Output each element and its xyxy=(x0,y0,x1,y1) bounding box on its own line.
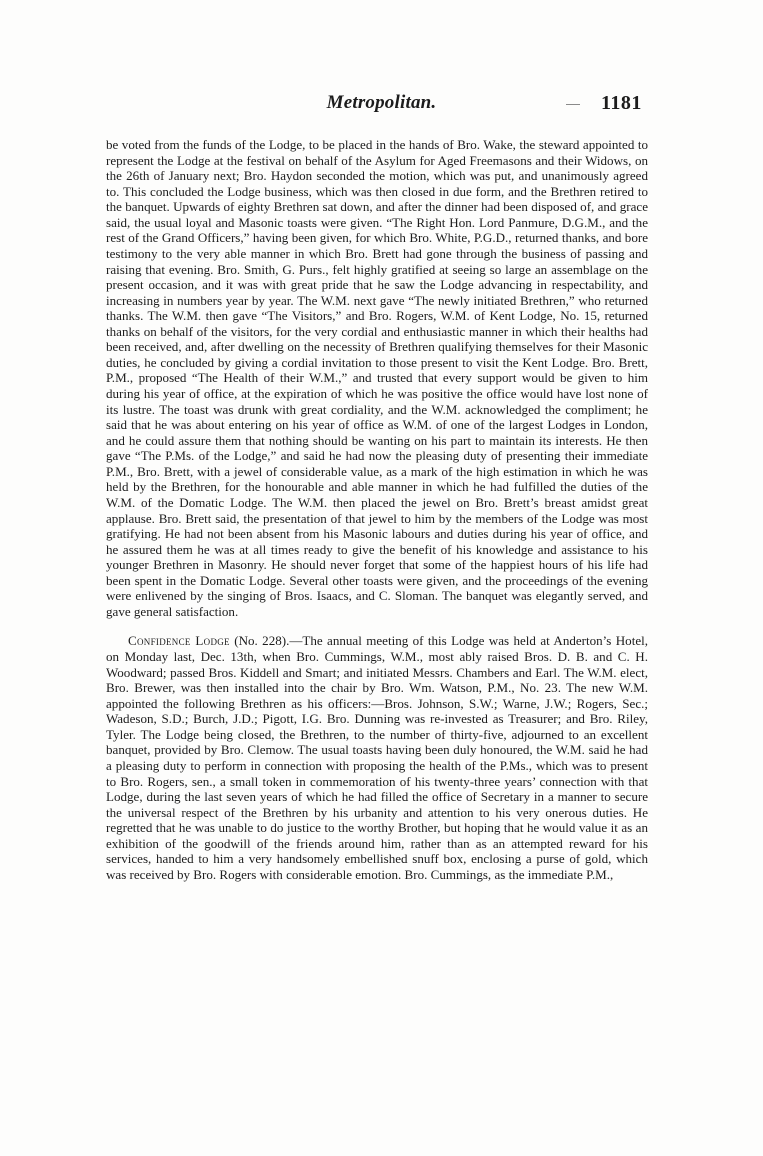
paragraph-domatic-lodge xyxy=(106,137,648,619)
running-title: Metropolitan. xyxy=(326,92,437,113)
running-head xyxy=(0,92,763,118)
paragraph-text: (No. 228).—The annual meeting of this Lodge was held at Anderton’s Hotel, on Monday last, Dec. 13th, when Bro. Cummings, W.M., most ably raised Bros. D. B. and C. H. Woodward; passed Bros. Kiddell and Smart; and initiated Messrs. Chambers and Earl. The W.M. elect, Bro. Brewer, was then installed into the chair by Bro. Wm. Watson, P.M., No. 23. The new W.M. appointed the following Brethren as his officers:—Bros. Johnson, S.W.; Warne, J.W.; Rogers, Sec.; Wadeson, S.D.; Burch, J.D.; Pigott, I.G. Bro. Dunning was re-invested as Treasurer; and Bro. Riley, Tyler. The Lodge being closed, the Brethren, to the number of thirty-five, adjourned to an excellent banquet, provided by Bro. Clemow. The usual toasts having been duly honoured, the W.M. said he had a pleasing duty to perform in connection with proposing the health of the P.Ms., which was to present to Bro. Rogers, sen., a small token in commemoration of his twenty-three years’ connection with that Lodge, during the last seven years of which he had filled the office of Secretary in a manner to secure the universal respect of the Brethren by his urbanity and attention to his very onerous duties. He regretted that he was unable to do justice to the worthy Brother, but hoping that he would value it as an exhibition of the goodwill of the friends around him, rather than as an attempted reward for his services, handed to him a very handsomely embellished snuff box, enclosing a purse of gold, which was received by Bro. Rogers with considerable emotion. Bro. Cummings, as the immediate P.M., xyxy=(106,633,648,882)
article-body xyxy=(106,137,648,882)
paragraph-confidence-lodge xyxy=(106,633,648,882)
lodge-name-heading: Confidence Lodge xyxy=(128,633,230,649)
page-number: 1181 xyxy=(601,92,642,114)
paragraph-text: be voted from the funds of the Lodge, to be placed in the hands of Bro. Wake, the steward appointed to represent the Lodge at the festival on behalf of the Asylum for Aged Freemasons and their Widows, on the 26th of January next; Bro. Haydon seconded the motion, which was put, and unanimously agreed to. This concluded the Lodge business, which was then closed in due form, and the Brethren retired to the banquet. Upwards of eighty Brethren sat down, and after the dinner had been disposed of, and grace said, the usual loyal and Masonic toasts were given. “The Right Hon. Lord Panmure, D.G.M., and the rest of the Grand Officers,” having been given, for which Bro. White, P.G.D., returned thanks, and bore testimony to the very able manner in which Bro. Brett had gone through the business of passing and raising that evening. Bro. Smith, G. Purs., felt highly gratified at seeing so large an assemblage on the present occasion, and it was with great pride that he saw the Lodge advancing in respectability, and increasing in numbers year by year. The W.M. next gave “The newly initiated Brethren,” who returned thanks. The W.M. then gave “The Visitors,” and Bro. Rogers, W.M. of Kent Lodge, No. 15, returned thanks on behalf of the visitors, for the very cordial and enthusiastic manner in which their healths had been received, and, after dwelling on the necessity of Brethren qualifying themselves for their Masonic duties, he concluded by giving a cordial invitation to those present to visit the Kent Lodge. Bro. Brett, P.M., proposed “The Health of their W.M.,” and trusted that every support would be given to him during his year of office, at the expiration of which he was positive the office would have lost none of its lustre. The toast was drunk with great cordiality, and the W.M. acknowledged the compliment; he said that he was about entering on his year of office as W.M. of one of the largest Lodges in London, and he could assure them that nothing should be wanting on his part to maintain its interests. He then gave “The P.Ms. of the Lodge,” and said he had now the pleasing duty of presenting their immediate P.M., Bro. Brett, with a jewel of considerable value, as a mark of the high estimation in which he was held by the Brethren, for the honourable and able manner in which he had fulfilled the duties of the W.M. of the Domatic Lodge. The W.M. then placed the jewel on Bro. Brett’s breast amidst great applause. Bro. Brett said, the presentation of that jewel to him by the members of the Lodge was most gratifying. He had not been absent from his Masonic labours and duties during his year of office, and he assured them he was at all times ready to give the benefit of his knowledge and assistance to his younger Brethren in Masonry. He should never forget that some of the happiest hours of his life had been spent in the Domatic Lodge. Several other toasts were given, and the proceedings of the evening were enlivened by the singing of Bros. Isaacs, and C. Sloman. The banquet was elegantly served, and gave general satisfaction. xyxy=(106,137,648,619)
header-rule xyxy=(566,104,580,105)
